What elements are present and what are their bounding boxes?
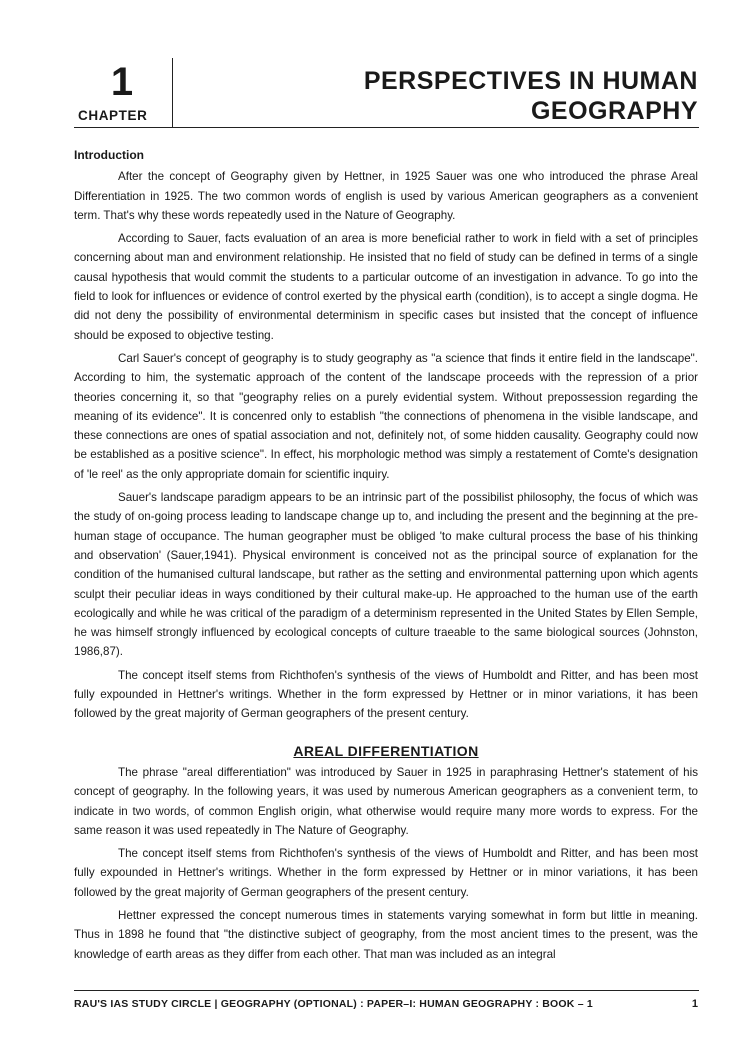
chapter-label: CHAPTER xyxy=(78,108,148,123)
footer-rule xyxy=(74,990,699,991)
paragraph: According to Sauer, facts evaluation of an area is more beneficial rather to work in field with a set of principles concerning about man and environment relationship. He insisted that no field of study can be defined in terms of a single causal hypothesis that would commit the students to a particular outcome of an investigation in advance. To go into the field to look for influences or evidence of control exerted by the physical earth (condition), is to accept a single dogma. He did not deny the possibility of environmental determinism in specific cases but insisted that the concept of influence should be exposed to objective testing. xyxy=(74,232,698,342)
chapter-header xyxy=(74,58,698,128)
header-rule xyxy=(74,127,699,128)
section-heading: AREAL DIFFERENTIATION xyxy=(293,742,479,759)
chapter-number: 1 xyxy=(110,60,134,104)
header-divider xyxy=(172,58,173,128)
page-number: 1 xyxy=(691,998,698,1010)
chapter-title-line1: PERSPECTIVES IN HUMAN xyxy=(363,67,698,95)
page-body xyxy=(74,146,698,968)
chapter-title xyxy=(364,66,698,126)
paragraph: Carl Sauer's concept of geography is to study geography as "a science that finds it entire field in the landscape". According to him, the systematic approach of the content of the landscape proceeds with the repression of a prior theories concerning it, so that "geography relies on a purely evidential system. Without prepossession regarding the meaning of its evidence". It is concenred only to establish "the connections of phenomena in the visible landscape, and these connections are ones of spatial association and not, definitely not, of some hidden causality. Geography could now be established as a positive science". In effect, his morphologic method was simply a restatement of Comte's designation of 'le reel' as the only appropriate domain for scientific inquiry. xyxy=(74,351,698,481)
paragraph: After the concept of Geography given by Hettner, in 1925 Sauer was one who introduced the phrase Areal Differentiation in 1925. The two common words of english is used by various American geographers as a convenient term. That's why these words repeatedly used in the Nature of Geography. xyxy=(74,170,698,222)
paragraph: The phrase "areal differentiation" was introduced by Sauer in 1925 in paraphrasing Hettner's statement of his concept of geography. In the following years, it was used by numerous American geographers as a convenient term, to indicate in two words, of common English origin, what otherwise would require many more words to express. For the same reason it was used repeatedly in The Nature of Geography. xyxy=(74,765,698,837)
footer-text: RAU'S IAS STUDY CIRCLE | GEOGRAPHY (OPTIONAL) : PAPER–I: HUMAN GEOGRAPHY : BOOK – 1 xyxy=(74,998,593,1010)
paragraph: Hettner expressed the concept numerous times in statements varying somewhat in form but little in meaning. Thus in 1898 he found that "the distinctive subject of geography, from the most ancient times to the present, was the knowledge of earth areas as they differ from each other. That man was included as an integral xyxy=(74,908,698,961)
paragraph: The concept itself stems from Richthofen's synthesis of the views of Humboldt and Ritter, and has been most fully expounded in Hettner's writings. Whether in the form expressed by Hettner or in minor variations, it has been followed by the great majority of German geographers of the present century. xyxy=(74,668,698,721)
introduction-heading: Introduction xyxy=(74,148,144,162)
chapter-title-line2: GEOGRAPHY xyxy=(530,97,698,125)
paragraph: The concept itself stems from Richthofen's synthesis of the views of Humboldt and Ritter, and has been most fully expounded in Hettner's writings. Whether in the form expressed by Hettner or in minor variations, it has been followed by the great majority of German geographers of the present century. xyxy=(74,847,698,899)
paragraph: Sauer's landscape paradigm appears to be an intrinsic part of the possibilist philosophy, the focus of which was the study of on-going process leading to landscape change up to, and including the present and the beginning at the pre-human stage of occupance. The human geographer must be obliged 'to make cultural process the base of his thinking and observation' (Sauer,1941). Physical environment is conceived not as the principal source of explanation for the condition of the humanised cultural landscape, but rather as the setting and environmental patterning upon which agents sculpt their peculiar ideas in ways conditioned by their cultural make-up. He approached to the human use of the earth ecologically and while he was critical of the paradigm of a determinism represented in the United States by Ellen Semple, he was himself strongly influenced by ecological concepts of culture traeable to the same biological sources (Johnston, 1986,87). xyxy=(74,491,698,659)
